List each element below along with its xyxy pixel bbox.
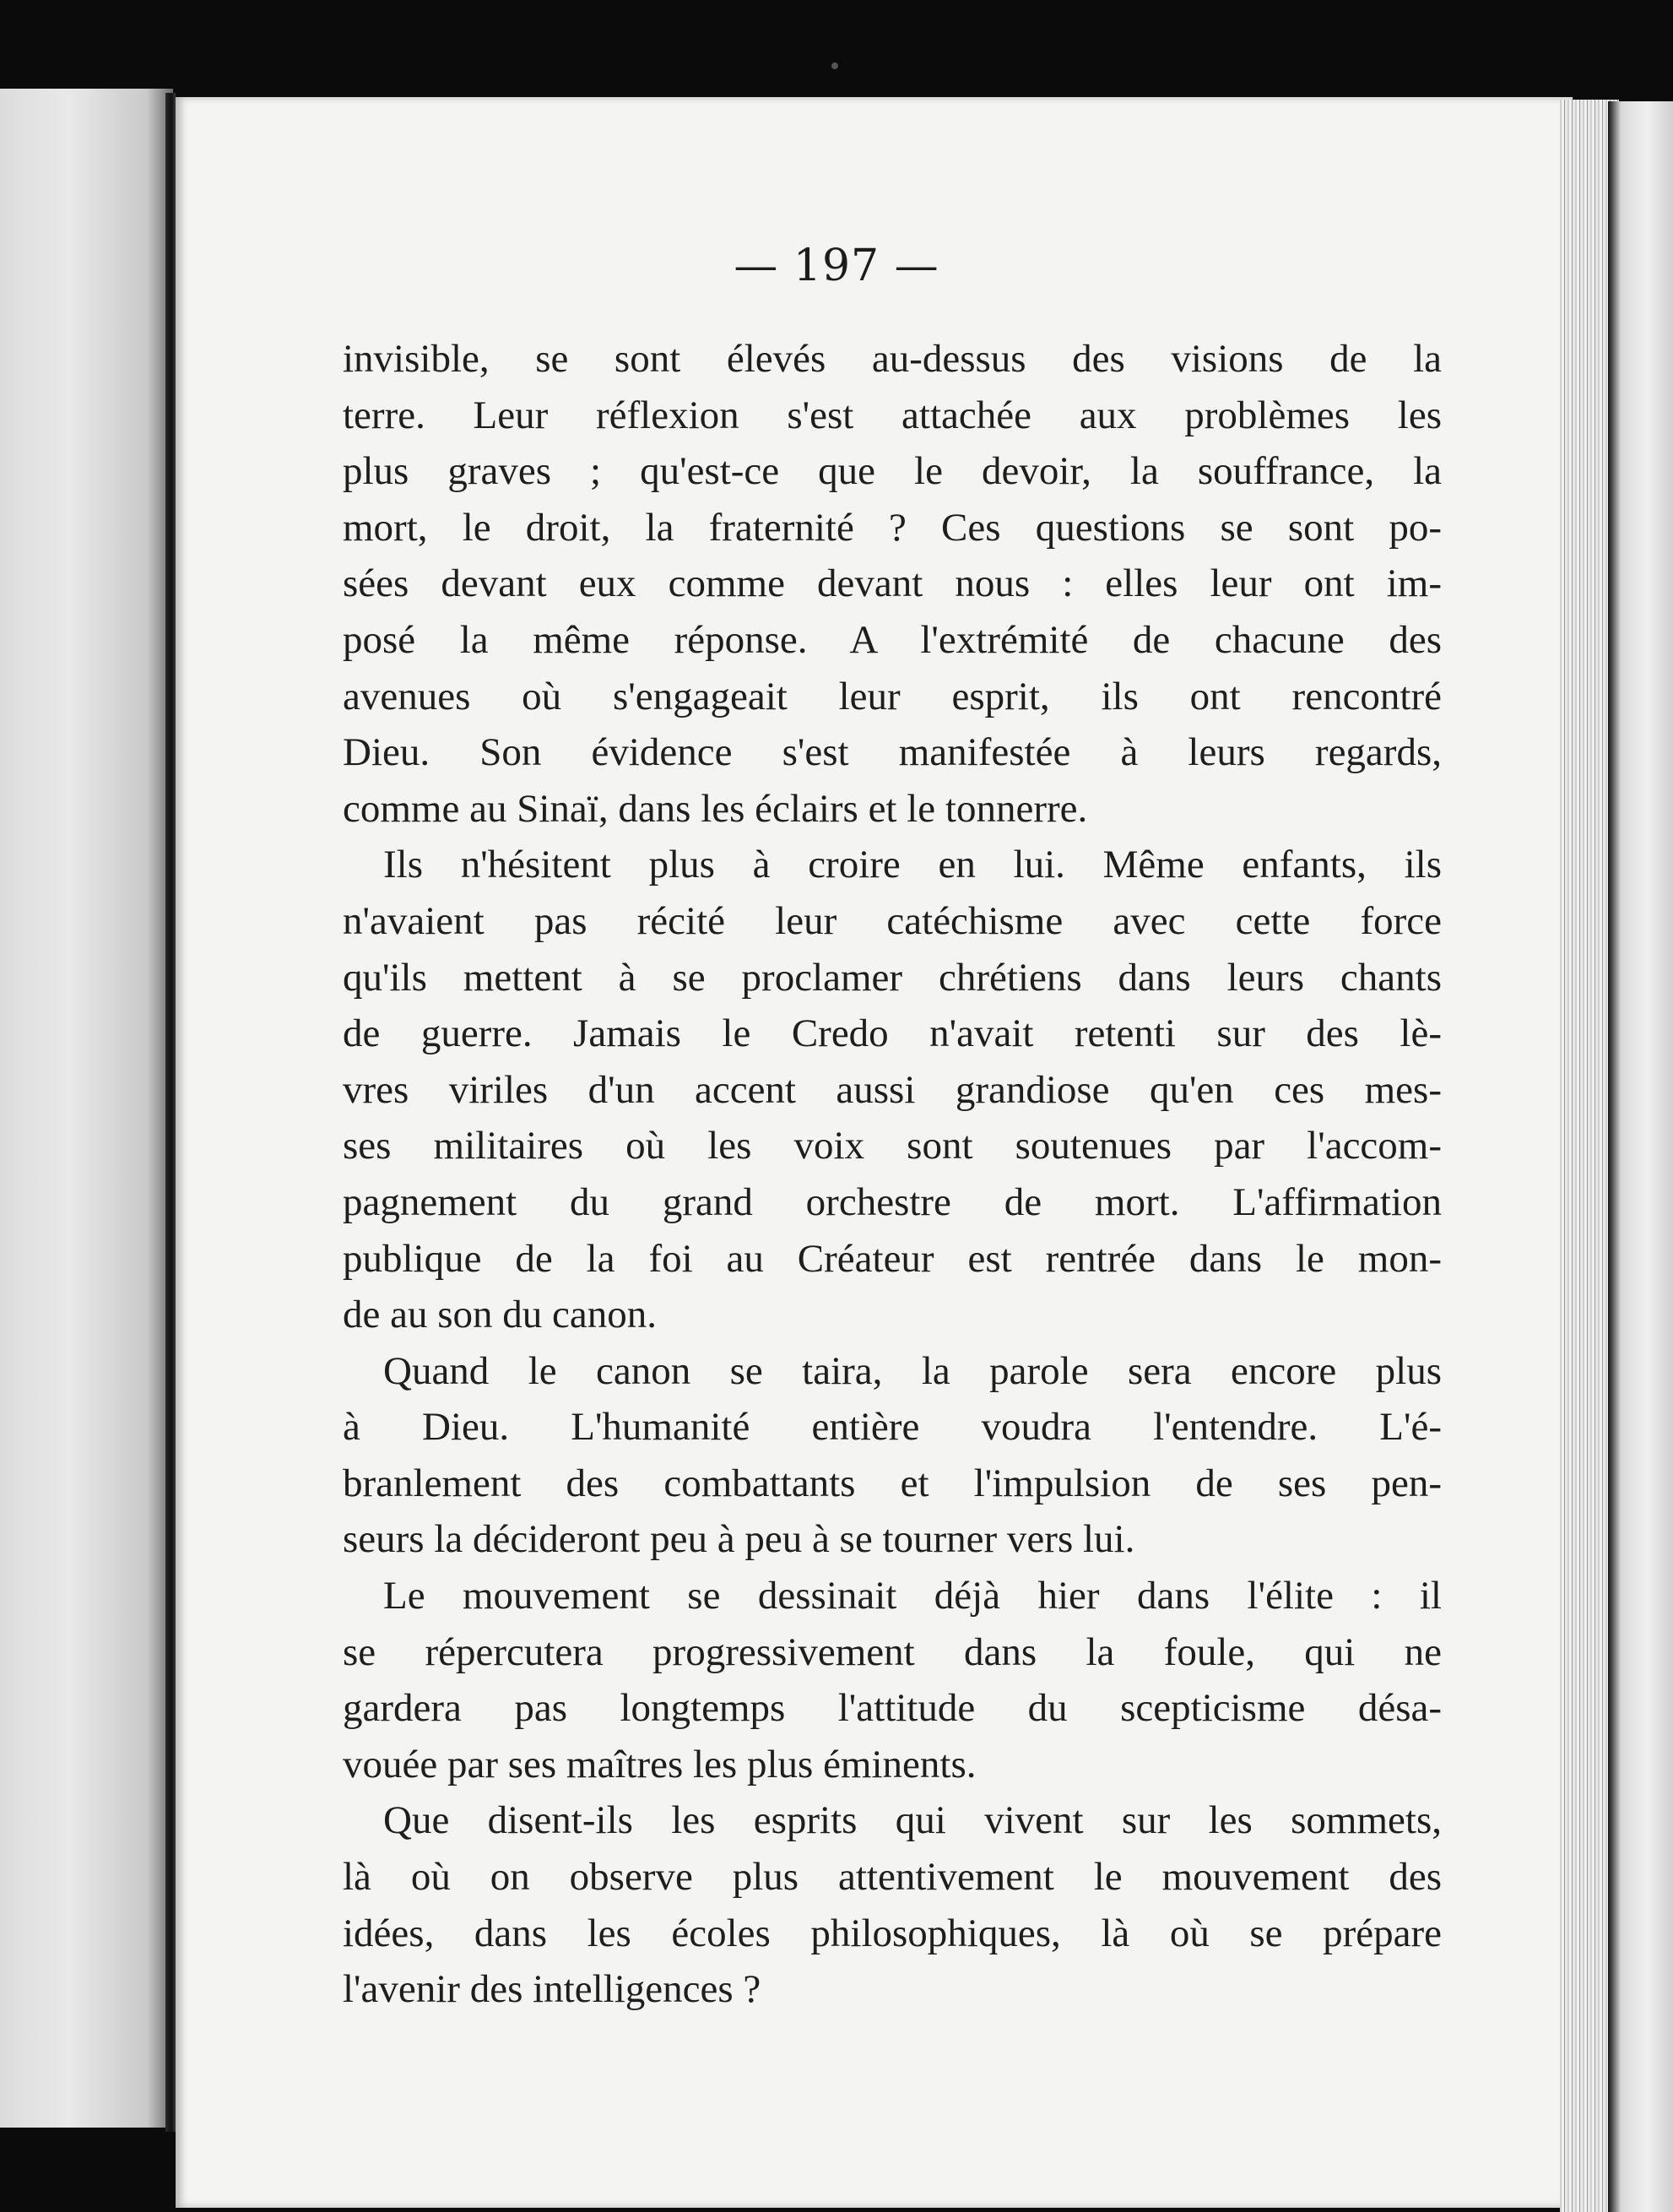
- text-line: de au son du canon.: [343, 1293, 657, 1337]
- text-line: Le mouvement se dessinait déjà hier dans l'élite : il: [383, 1574, 1442, 1618]
- previous-page-edge: [0, 89, 173, 2128]
- paragraph: [343, 837, 1442, 1342]
- text-line: posé la même réponse. A l'extrémité de chacune des: [343, 617, 1442, 662]
- text-line: pagnement du grand orchestre de mort. L'affirmation: [343, 1179, 1442, 1224]
- text-line: plus graves ; qu'est-ce que le devoir, la souffrance, la: [343, 449, 1442, 494]
- paragraph: [343, 1792, 1442, 2017]
- book-gutter: [165, 93, 176, 2132]
- text-line: vouée par ses maîtres les plus éminents.: [343, 1742, 977, 1786]
- text-line: publique de la foi au Créateur est rentrée dans le mon-: [343, 1236, 1442, 1281]
- text-line: Ils n'hésitent plus à croire en lui. Même enfants, ils: [383, 843, 1442, 887]
- text-line: invisible, se sont élevés au-dessus des visions de la: [343, 337, 1442, 381]
- paragraph: [343, 1343, 1442, 1568]
- text-line: là où on observe plus attentivement le mouvement des: [343, 1855, 1442, 1900]
- text-line: Quand le canon se taira, la parole sera encore plus: [383, 1348, 1442, 1393]
- text-line: Dieu. Son évidence s'est manifestée à leurs regards,: [343, 730, 1442, 775]
- body-text: [343, 331, 1442, 2018]
- text-line: comme au Sinaï, dans les éclairs et le tonnerre.: [343, 786, 1088, 831]
- paragraph: [343, 331, 1442, 837]
- text-line: à Dieu. L'humanité entière voudra l'entendre. L'é-: [343, 1405, 1442, 1450]
- text-line: vres viriles d'un accent aussi grandiose qu'en ces mes-: [343, 1067, 1442, 1112]
- text-line: avenues où s'engageait leur esprit, ils ont rencontré: [343, 674, 1442, 718]
- text-line: n'avaient pas récité leur catéchisme avec cette force: [343, 898, 1442, 943]
- text-line: se répercutera progressivement dans la foule, qui ne: [343, 1629, 1442, 1674]
- paragraph: [343, 1568, 1442, 1792]
- text-line: mort, le droit, la fraternité ? Ces questions se sont po-: [343, 505, 1442, 550]
- text-line: branlement des combattants et l'impulsion de ses pen-: [343, 1461, 1442, 1505]
- text-line: qu'ils mettent à se proclamer chrétiens dans leurs chants: [343, 955, 1442, 1000]
- text-line: terre. Leur réflexion s'est attachée aux problèmes les: [343, 393, 1442, 437]
- text-line: Que disent-ils les esprits qui vivent sur les sommets,: [383, 1798, 1442, 1843]
- text-line: l'avenir des intelligences ?: [343, 1967, 761, 2012]
- text-line: seurs la décideront peu à peu à se tourner vers lui.: [343, 1517, 1135, 1562]
- text-line: ses militaires où les voix sont soutenues par l'accom-: [343, 1124, 1442, 1168]
- text-line: sées devant eux comme devant nous : elles leur ont im-: [343, 561, 1442, 606]
- next-page-edge: [1608, 101, 1673, 2212]
- dust-speck: [831, 62, 838, 69]
- page-number: — 197 —: [734, 241, 939, 291]
- text-line: gardera pas longtemps l'attitude du scepticisme désa-: [343, 1686, 1442, 1731]
- text-line: de guerre. Jamais le Credo n'avait retenti sur des lè-: [343, 1011, 1442, 1056]
- text-line: idées, dans les écoles philosophiques, là où se prépare: [343, 1911, 1442, 1955]
